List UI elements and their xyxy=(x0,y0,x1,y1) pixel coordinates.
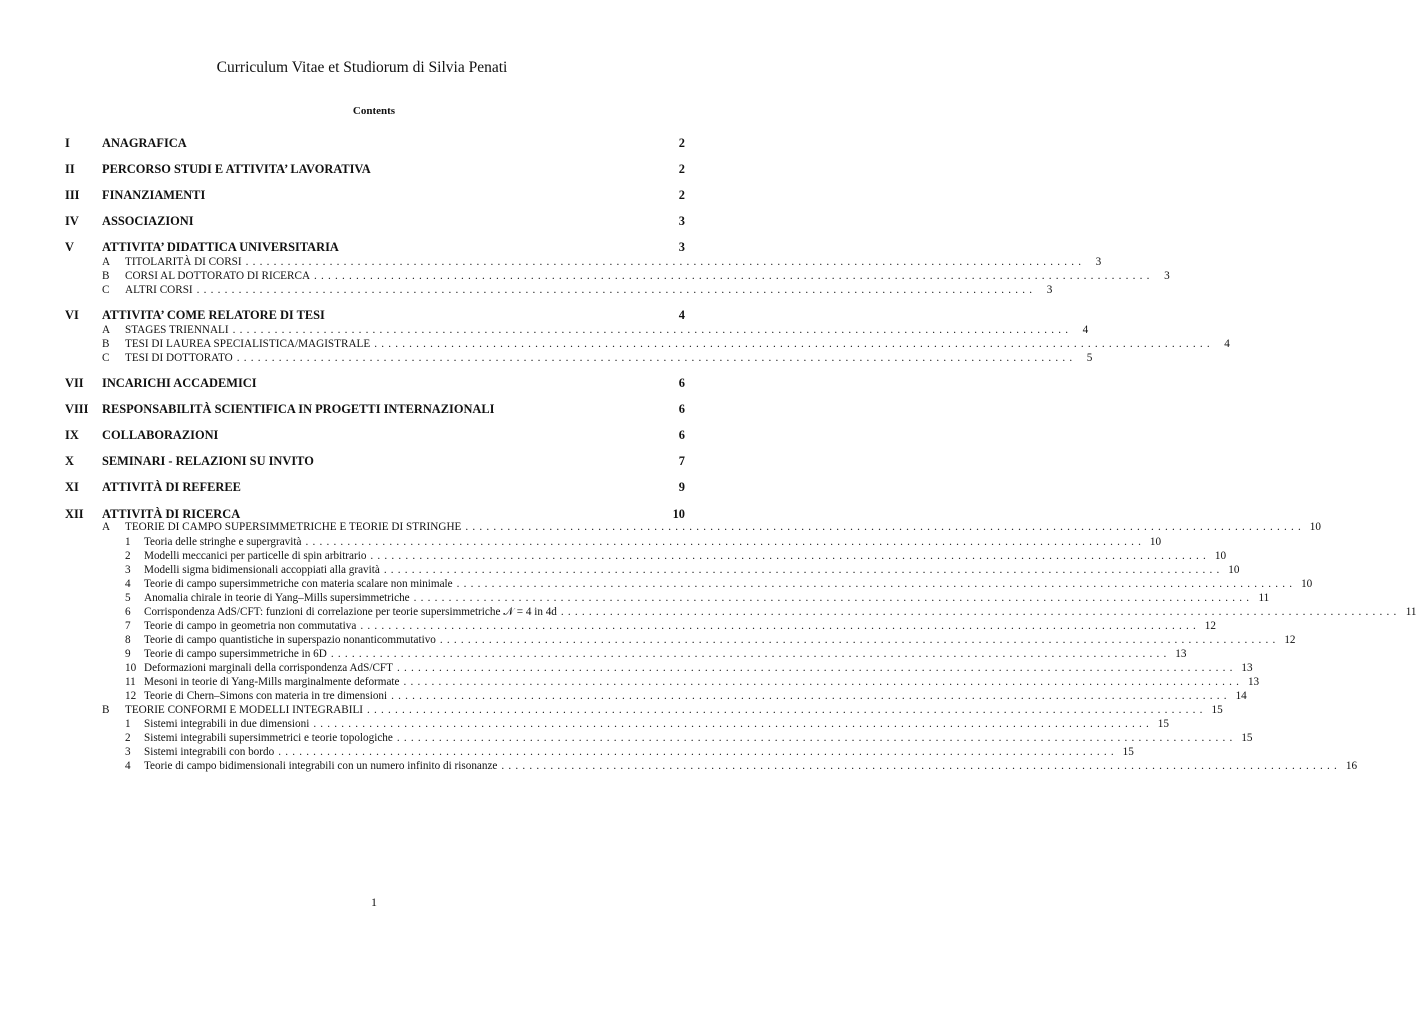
toc-entry-page: 11 xyxy=(1258,592,1270,604)
toc-entry[interactable] xyxy=(65,592,1270,606)
toc-entry-page: 3 xyxy=(1095,256,1102,268)
toc-entry-number: IV xyxy=(65,214,79,228)
toc-dot-leader: ........................................................................................................................ xyxy=(456,578,1297,590)
toc-dot-leader: ........................................................................................................................ xyxy=(501,760,1342,772)
toc-dot-leader: ........................................................................................................................ xyxy=(560,606,1401,618)
toc-entry-number: 12 xyxy=(125,690,137,702)
toc-entry-number: III xyxy=(65,188,80,202)
toc-entry-page: 3 xyxy=(1164,270,1170,282)
toc-entry-title: TESI DI LAUREA SPECIALISTICA/MAGISTRALE xyxy=(125,338,371,350)
toc-entry-number: IX xyxy=(65,428,79,442)
toc-entry[interactable] xyxy=(65,634,1296,648)
toc-dot-leader: ........................................................................................................................ xyxy=(370,550,1211,562)
toc-dot-leader: ........................................................................................................................ xyxy=(413,592,1254,604)
toc-entry[interactable] xyxy=(65,746,1134,760)
toc-entry-title: TITOLARITÀ DI CORSI xyxy=(125,256,242,268)
toc-entry-page: 9 xyxy=(678,480,685,494)
toc-entry[interactable] xyxy=(65,536,1162,550)
toc-dot-leader: ........................................................................................................................ xyxy=(367,704,1207,716)
toc-entry[interactable] xyxy=(65,270,1170,284)
toc-entry-number: 3 xyxy=(125,746,131,758)
toc-entry-page: 15 xyxy=(1211,704,1223,716)
toc-entry[interactable] xyxy=(65,454,685,470)
toc-entry-number: VII xyxy=(65,376,84,390)
toc-entry[interactable] xyxy=(65,620,1216,634)
toc-entry-page: 7 xyxy=(678,454,685,468)
toc-entry[interactable] xyxy=(65,338,1230,352)
toc-entry[interactable] xyxy=(65,352,1093,366)
toc-entry-page: 5 xyxy=(1086,352,1093,364)
toc-entry-number: 2 xyxy=(125,550,131,562)
toc-entry[interactable] xyxy=(65,606,1417,620)
toc-entry-title: TEORIE DI CAMPO SUPERSIMMETRICHE E TEORIE DI STRINGHE xyxy=(125,521,462,533)
toc-entry-title: ATTIVITA’ DIDATTICA UNIVERSITARIA xyxy=(102,240,339,254)
toc-entry-number: C xyxy=(102,352,110,364)
toc-dot-leader: ........................................................................................................................ xyxy=(396,662,1237,674)
toc-entry-page: 15 xyxy=(1122,746,1134,758)
toc-dot-leader: ........................................................................................................................ xyxy=(313,718,1153,730)
toc-entry-number: 4 xyxy=(125,760,131,772)
toc-entry-number: 9 xyxy=(125,648,131,660)
toc-entry-title: Sistemi integrabili con bordo xyxy=(144,746,275,758)
toc-entry-number: 11 xyxy=(125,676,136,688)
toc-entry-number: VIII xyxy=(65,402,89,416)
toc-entry-title: Teorie di campo quantistiche in superspazio nonanticommutativo xyxy=(144,634,436,646)
toc-entry-title: TESI DI DOTTORATO xyxy=(125,352,233,364)
toc-entry[interactable] xyxy=(65,662,1253,676)
toc-entry-page: 2 xyxy=(678,162,685,176)
toc-entry-number: XI xyxy=(65,480,79,494)
toc-entry-number: A xyxy=(102,521,111,533)
toc-entry-page: 11 xyxy=(1405,606,1417,618)
toc-entry-page: 13 xyxy=(1241,662,1253,674)
toc-dot-leader: ........................................................................................................................ xyxy=(391,690,1231,702)
toc-entry-page: 10 xyxy=(1301,578,1313,590)
toc-entry-title: STAGES TRIENNALI xyxy=(125,324,229,336)
toc-entry-title: ATTIVITÀ DI REFEREE xyxy=(102,480,241,494)
toc-entry-number: 2 xyxy=(125,732,131,744)
toc-entry-title: Modelli sigma bidimensionali accoppiati alla gravità xyxy=(144,564,380,576)
toc-dot-leader: ........................................................................................................................ xyxy=(330,648,1171,660)
toc-entry-title: ALTRI CORSI xyxy=(125,284,193,296)
toc-entry-page: 3 xyxy=(1046,284,1053,296)
toc-entry[interactable] xyxy=(65,188,685,204)
toc-entry[interactable] xyxy=(65,690,1247,704)
toc-entry-page: 2 xyxy=(678,136,685,150)
toc-entry-number: B xyxy=(102,338,110,350)
toc-entry-page: 6 xyxy=(678,428,685,442)
toc-entry-title: PERCORSO STUDI E ATTIVITA’ LAVORATIVA xyxy=(102,162,371,176)
toc-entry-page: 12 xyxy=(1204,620,1216,632)
toc-entry[interactable] xyxy=(65,550,1227,564)
toc-entry-page: 15 xyxy=(1157,718,1169,730)
toc-entry-page: 13 xyxy=(1247,676,1260,688)
toc-entry-title: INCARICHI ACCADEMICI xyxy=(102,376,257,390)
toc-entry-title: FINANZIAMENTI xyxy=(102,188,206,202)
toc-entry-page: 6 xyxy=(678,402,685,416)
toc-entry-number: B xyxy=(102,704,110,716)
toc-entry-number: 1 xyxy=(125,718,131,730)
toc-entry[interactable] xyxy=(65,214,685,230)
toc-entry[interactable] xyxy=(65,704,1223,718)
toc-entry-page: 3 xyxy=(678,240,685,254)
toc-entry[interactable] xyxy=(65,376,685,392)
toc-entry[interactable] xyxy=(65,324,1089,338)
toc-dot-leader: ........................................................................................................................ xyxy=(305,536,1146,548)
toc-entry-title: ATTIVITA’ COME RELATORE DI TESI xyxy=(102,308,325,322)
toc-entry[interactable] xyxy=(65,308,685,324)
toc-entry-number: 10 xyxy=(125,662,137,674)
document-title: Curriculum Vitae et Studiorum di Silvia Penati xyxy=(216,59,508,76)
toc-entry-title: COLLABORAZIONI xyxy=(102,428,219,442)
toc-entry-number: XII xyxy=(65,507,84,521)
toc-entry[interactable] xyxy=(65,760,1358,774)
toc-entry-number: C xyxy=(102,284,110,296)
toc-entry-page: 14 xyxy=(1235,690,1247,702)
toc-entry[interactable] xyxy=(65,256,1102,270)
toc-entry[interactable] xyxy=(65,578,1313,592)
toc-dot-leader: ........................................................................................................................ xyxy=(314,270,1154,282)
toc-dot-leader: ........................................................................................................................ xyxy=(465,521,1305,533)
toc-entry-number: V xyxy=(65,240,74,254)
toc-entry-title: RESPONSABILITÀ SCIENTIFICA IN PROGETTI INTERNAZIONALI xyxy=(102,402,495,416)
toc-dot-leader: ........................................................................................................................ xyxy=(236,352,1077,364)
toc-entry-page: 10 xyxy=(1309,521,1321,533)
toc-entry[interactable] xyxy=(65,162,685,178)
toc-entry-page: 10 xyxy=(1149,536,1162,548)
page-number: 1 xyxy=(371,895,377,909)
toc-dot-leader: ........................................................................................................................ xyxy=(374,338,1214,350)
toc-entry-page: 6 xyxy=(678,376,685,390)
toc-entry-title: ASSOCIAZIONI xyxy=(102,214,194,228)
toc-entry-title: Teorie di campo supersimmetriche in 6D xyxy=(144,648,327,660)
toc-entry[interactable] xyxy=(65,676,1260,690)
toc-entry-page: 12 xyxy=(1284,634,1296,646)
toc-entry[interactable] xyxy=(65,136,685,152)
toc-dot-leader: ........................................................................................................................ xyxy=(196,284,1037,296)
toc-entry-page: 4 xyxy=(1224,338,1230,350)
toc-entry-page: 10 xyxy=(672,507,685,521)
toc-entry-page: 2 xyxy=(678,188,685,202)
toc-entry-title: SEMINARI - RELAZIONI SU INVITO xyxy=(102,454,314,468)
toc-entry-number: 3 xyxy=(125,564,131,576)
toc-dot-leader: ........................................................................................................................ xyxy=(245,256,1086,268)
toc-entry-number: 4 xyxy=(125,578,131,590)
toc-entry-number: A xyxy=(102,324,111,336)
toc-entry-number: B xyxy=(102,270,110,282)
toc-entry-page: 16 xyxy=(1345,760,1358,772)
toc-entry-number: 7 xyxy=(125,620,131,632)
toc-entry-number: 5 xyxy=(125,592,131,604)
toc-entry[interactable] xyxy=(65,428,685,444)
toc-dot-leader: ........................................................................................................................ xyxy=(232,324,1073,336)
toc-entry-title: Teorie di campo supersimmetriche con materia scalare non minimale xyxy=(144,578,453,590)
toc-entry[interactable] xyxy=(65,732,1253,746)
toc-entry-page: 13 xyxy=(1175,648,1187,660)
toc-entry-number: X xyxy=(65,454,74,468)
toc-entry-page: 10 xyxy=(1214,550,1227,562)
toc-entry-number: 6 xyxy=(125,606,131,618)
toc-entry[interactable] xyxy=(65,480,685,496)
toc-entry-title: Deformazioni marginali della corrispondenza AdS/CFT xyxy=(144,662,393,674)
toc-dot-leader: ........................................................................................................................ xyxy=(383,564,1224,576)
toc-dot-leader: ........................................................................................................................ xyxy=(396,732,1237,744)
toc-entry-page: 4 xyxy=(678,308,685,322)
toc-entry[interactable] xyxy=(65,402,685,418)
toc-dot-leader: ........................................................................................................................ xyxy=(403,676,1244,688)
toc-entry-title: Teorie di campo bidimensionali integrabili con un numero infinito di risonanze xyxy=(144,760,498,772)
toc-entry[interactable] xyxy=(65,521,1321,535)
toc-entry-number: VI xyxy=(65,308,79,322)
toc-entry[interactable] xyxy=(65,718,1169,732)
toc-entry-title: Mesoni in teorie di Yang-Mills marginalmente deformate xyxy=(144,676,400,688)
toc-entry[interactable] xyxy=(65,240,685,256)
toc-entry-number: A xyxy=(102,256,111,268)
toc-entry-page: 10 xyxy=(1228,564,1240,576)
toc-entry-title: Anomalia chirale in teorie di Yang–Mills supersimmetriche xyxy=(144,592,410,604)
toc-entry-title: TEORIE CONFORMI E MODELLI INTEGRABILI xyxy=(125,704,364,716)
toc-entry-page: 15 xyxy=(1241,732,1253,744)
toc-entry-title: ANAGRAFICA xyxy=(102,136,187,150)
toc-dot-leader: ........................................................................................................................ xyxy=(360,620,1200,632)
toc-entry-title: ATTIVITÀ DI RICERCA xyxy=(102,507,241,521)
contents-heading: Contents xyxy=(352,105,396,117)
toc-entry-title: Sistemi integrabili supersimmetrici e teorie topologiche xyxy=(144,732,393,744)
toc-entry-title: Sistemi integrabili in due dimensioni xyxy=(144,718,310,730)
toc-entry[interactable] xyxy=(65,564,1240,578)
toc-entry-number: 1 xyxy=(125,536,131,548)
toc-entry-page: 4 xyxy=(1082,324,1089,336)
toc-entry-title: CORSI AL DOTTORATO DI RICERCA xyxy=(125,270,311,282)
toc-dot-leader: ........................................................................................................................ xyxy=(439,634,1280,646)
toc-entry-page: 3 xyxy=(678,214,685,228)
toc-entry-title: Modelli meccanici per particelle di spin arbitrario xyxy=(144,550,367,562)
toc-entry-title: Teorie di Chern–Simons con materia in tre dimensioni xyxy=(144,690,388,702)
toc-entry[interactable] xyxy=(65,648,1187,662)
toc-entry-number: I xyxy=(65,136,70,150)
toc-entry[interactable] xyxy=(65,284,1053,298)
toc-entry-number: II xyxy=(65,162,75,176)
toc-entry-number: 8 xyxy=(125,634,131,646)
toc-entry-title: Corrispondenza AdS/CFT: funzioni di correlazione per teorie supersimmetriche 𝒩 = 4 in 4d xyxy=(144,606,557,618)
toc-entry-title: Teorie di campo in geometria non commutativa xyxy=(144,620,357,632)
toc-dot-leader: ........................................................................................................................ xyxy=(278,746,1118,758)
toc-entry-title: Teoria delle stringhe e supergravità xyxy=(144,536,302,548)
